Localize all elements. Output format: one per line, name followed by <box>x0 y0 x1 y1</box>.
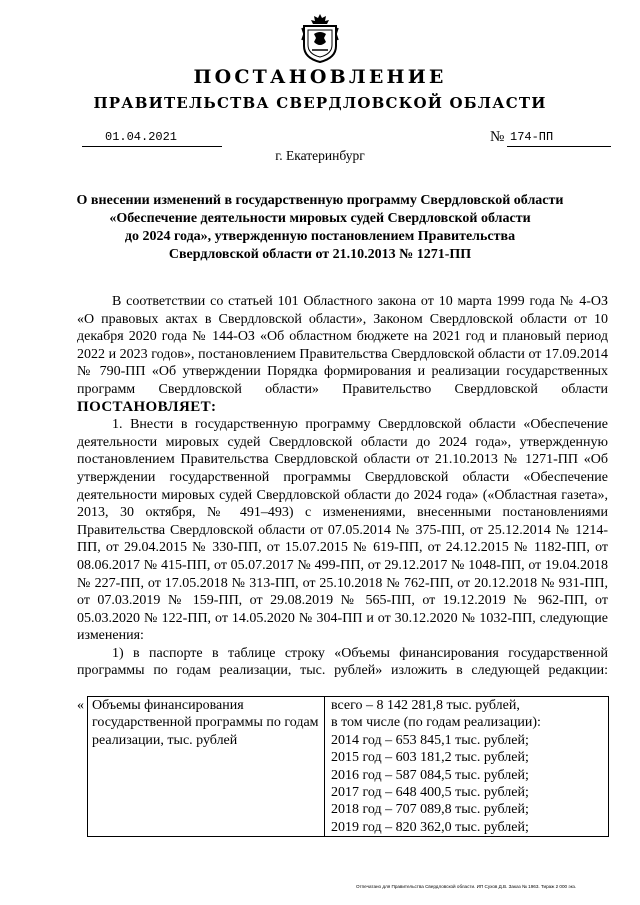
document-number: 174-ПП <box>510 130 554 144</box>
document-body <box>77 293 608 680</box>
number-sign: № <box>490 129 505 145</box>
subject-line: «Обеспечение деятельности мировых судей Свердловской области <box>109 211 531 226</box>
resolves-heading: ПОСТАНОВЛЯЕТ: <box>77 398 217 415</box>
funding-line: 2018 год – 707 089,8 тыс. рублей; <box>331 802 529 818</box>
funding-line: всего – 8 142 281,8 тыс. рублей, <box>331 698 520 713</box>
subject-line: О внесении изменений в государственную программу Свердловской области <box>76 193 564 208</box>
number-underline <box>507 146 611 147</box>
funding-label-cell: Объемы финансирования государственной программы по годам реализации, тыс. рублей <box>88 697 325 837</box>
funding-line: 2016 год – 587 084,5 тыс. рублей; <box>331 767 529 783</box>
date-underline <box>82 146 222 147</box>
open-quote-mark: « <box>77 697 84 713</box>
funding-line: 2014 год – 653 845,1 тыс. рублей; <box>331 732 529 748</box>
document-subtitle: ПРАВИТЕЛЬСТВА СВЕРДЛОВСКОЙ ОБЛАСТИ <box>93 94 547 112</box>
preamble-paragraph: В соответствии со статьей 101 Областного закона от 10 марта 1999 года № 4-ОЗ «О правовых актах в Свердловской области», Законом Свердловской области от 10 декабря 2020 года № 144-ОЗ «Об областном бюджете на 2021 год и плановый период 2022 и 2023 годов», постановлением Правительства Свердловской области от 17.09.2014 № 790-ПП «Об утверждении Порядка формирования и реализации государственных программ Свердловской области» Правительство Свердловской области <box>77 294 608 397</box>
subject-line: до 2024 года», утвержденную постановлением Правительства <box>124 229 516 244</box>
document-title: ПОСТАНОВЛЕНИЕ <box>193 66 447 88</box>
subject-line: Свердловской области от 21.10.2013 № 1271-ПП <box>168 247 472 262</box>
subitem-1-paragraph: 1) в паспорте в таблице строку «Объемы финансирования государственной программы по годам реализации, тыс. рублей» изложить в следующей редакции: <box>77 645 608 679</box>
city-line: г. Екатеринбург <box>275 148 365 163</box>
print-footer: Отпечатано для Правительства Свердловской области. ИП Сухов Д.В. Заказ № 1963. Тираж 2 000 экз. <box>356 884 577 889</box>
funding-line: 2015 год – 603 181,2 тыс. рублей; <box>331 750 529 766</box>
funding-values-cell <box>325 697 609 837</box>
passport-table <box>77 696 609 837</box>
document-date: 01.04.2021 <box>105 130 178 144</box>
table-row <box>77 697 609 837</box>
coat-of-arms-emblem <box>300 12 340 64</box>
funding-line: в том числе (по годам реализации): <box>331 715 541 731</box>
funding-line: 2019 год – 820 362,0 тыс. рублей; <box>331 819 529 835</box>
funding-line: 2017 год – 648 400,5 тыс. рублей; <box>331 785 529 801</box>
item-1-paragraph: 1. Внести в государственную программу Свердловской области «Обеспечение деятельности мировых судей Свердловской области до 2024 года», утвержденную постановлением Правительства Свердловской области от 21.10.2013 № 1271-ПП «Об утверждении государственной программы Свердловской области «Обеспечение деятельности мировых судей Свердловской области до 2024 года» («Областная газета», 2013, 30 октября, № 491–493) с изменениями, внесенными постановлениями Правительства Свердловской области от 07.05.2014 № 375-ПП, от 25.12.2014 № 1214-ПП, от 29.04.2015 № 330-ПП, от 15.07.2015 № 619-ПП, от 24.12.2015 № 1182-ПП, от 08.06.2017 № 415-ПП, от 05.07.2017 № 499-ПП, от 29.12.2017 № 1048-ПП, от 19.04.2018 № 227-ПП, от 17.05.2018 № 313-ПП, от 25.10.2018 № 762-ПП, от 20.12.2018 № 931-ПП, от 07.03.2019 № 159-ПП, от 29.08.2019 № 565-ПП, от 19.12.2019 № 962-ПП, от 05.03.2020 № 122-ПП, от 14.05.2020 № 304-ПП и от 30.12.2020 № 1032-ПП, следующие изменения: <box>77 417 608 644</box>
subject-heading <box>70 192 570 264</box>
